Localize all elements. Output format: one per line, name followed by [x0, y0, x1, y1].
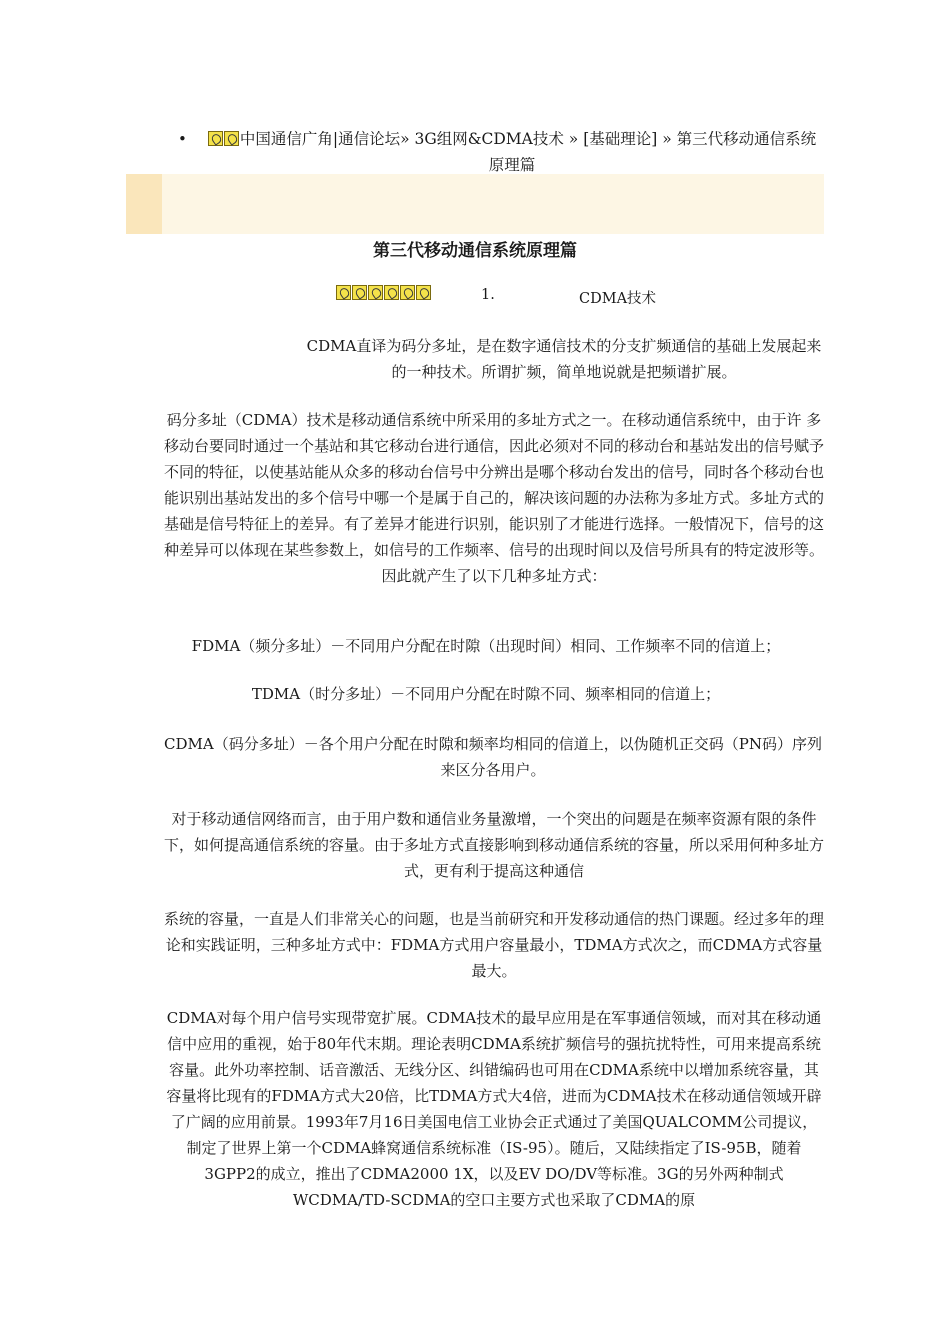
header-band-accent: [126, 174, 162, 234]
section-number: 1.: [481, 287, 495, 303]
page-title: 第三代移动通信系统原理篇: [373, 241, 577, 261]
section-heading: [336, 285, 676, 307]
breadcrumb-text[interactable]: 中国通信广角|通信论坛» 3G组网&CDMA技术 » [基础理论] » 第三代移动通信系统原理篇: [239, 130, 817, 174]
broken-image-icon: [416, 285, 431, 300]
broken-image-icon: [400, 285, 415, 300]
broken-image-icon: [208, 131, 223, 146]
paragraph: CDMA（码分多址）－各个用户分配在时隙和频率均相同的信道上，以伪随机正交码（PN码）序列来区分各用户。: [164, 735, 822, 779]
paragraph: TDMA（时分多址）－不同用户分配在时隙不同、频率相同的信道上；: [251, 685, 721, 703]
paragraph: 码分多址（CDMA）技术是移动通信系统中所采用的多址方式之一。在移动通信系统中，由于许 多移动台要同时通过一个基站和其它移动台进行通信，因此必须对不同的移动台和基站发出的信号赋予不同的特征，以使基站能从众多的移动台信号中分辨出是哪个移动台发出的信号，同时各个移动台也能识别出基站发出的多个信号中哪一个是属于自己的，解决该问题的办法称为多址方式。多址方式的基础是信号特征上的差异。有了差异才能进行识别，能识别了才能进行选择。一般情况下，信号的这种差异可以体现在某些参数上，如信号的工作频率、信号的出现时间以及信号所具有的特定波形等。因此就产生了以下几种多址方式：: [164, 411, 825, 585]
broken-image-icon: [368, 285, 383, 300]
paragraph: FDMA（频分多址）－不同用户分配在时隙（出现时间）相同、工作频率不同的信道上；: [191, 637, 781, 655]
broken-image-icon: [224, 131, 239, 146]
broken-image-icon: [384, 285, 399, 300]
paragraph: 系统的容量，一直是人们非常关心的问题，也是当前研究和开发移动通信的热门课题。经过多年的理论和实践证明，三种多址方式中：FDMA方式用户容量最小，TDMA方式次之，而CDMA方式容量最大。: [164, 910, 825, 980]
bullet-marker: •: [178, 130, 187, 148]
paragraph: 对于移动通信网络而言，由于用户数和通信业务量激增，一个突出的问题是在频率资源有限的条件下，如何提高通信系统的容量。由于多址方式直接影响到移动通信系统的容量，所以采用何种多址方式，更有利于提高这种通信: [164, 810, 825, 880]
header-band: [126, 174, 824, 234]
paragraph: CDMA直译为码分多址，是在数字通信技术的分支扩频通信的基础上发展起来的一种技术。所谓扩频，简单地说就是把频谱扩展。: [306, 337, 822, 381]
section-label: CDMA技术: [579, 291, 657, 307]
broken-image-icon: [352, 285, 367, 300]
paragraph: CDMA对每个用户信号实现带宽扩展。CDMA技术的最早应用是在军事通信领域，而对其在移动通信中应用的重视，始于80年代末期。理论表明CDMA系统扩频信号的强抗扰特性，可用来提高系统容量。此外功率控制、话音激活、无线分区、纠错编码也可用在CDMA系统中以增加系统容量，其容量将比现有的FDMA方式大20倍，比TDMA方式大4倍，进而为CDMA技术在移动通信领域开辟了广阔的应用前景。1993年7月16日美国电信工业协会正式通过了美国QUALCOMM公司提议，制定了世界上第一个CDMA蜂窝通信系统标准（IS-95）。随后，又陆续指定了IS-95B，随着3GPP2的成立，推出了CDMA2000 1X，以及EV DO/DV等标准。3G的另外两种制式WCDMA/TD-SCDMA的空口主要方式也采取了CDMA的原: [166, 1009, 822, 1209]
broken-image-icon: [336, 285, 351, 300]
breadcrumb: [178, 126, 818, 178]
